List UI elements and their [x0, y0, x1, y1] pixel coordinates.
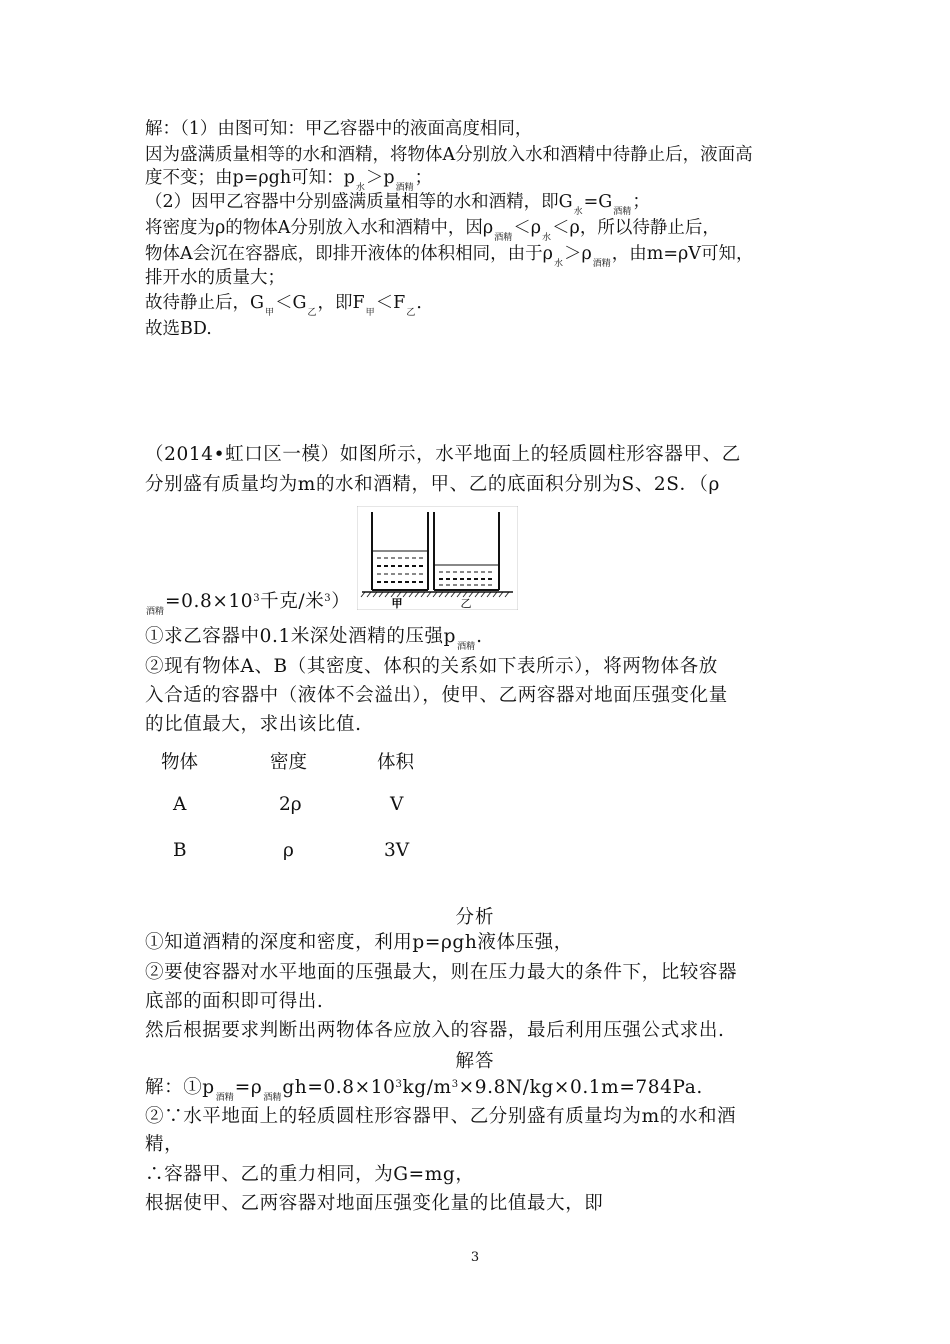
solution-line-6: 物体A会沉在容器底，即排开液体的体积相同，由于$\rho_水>\rho_{酒精}$，由m=ρV可知，: [145, 244, 754, 269]
containers-figure: [357, 506, 518, 610]
answer-line-3: 精，: [145, 1134, 184, 1155]
question-2-line-3: 的比值最大，求出该比值.: [145, 714, 362, 735]
table-cell: ρ: [283, 840, 294, 861]
solution-line-1: 解：（1）由图可知：甲乙容器中的液面高度相同，: [145, 119, 533, 139]
solution-line-9: 故选BD.: [145, 319, 212, 339]
question-2-line-1: ②现有物体A、B（其密度、体积的关系如下表所示），将两物体各放: [145, 656, 718, 677]
solution-line-2: 因为盛满质量相等的水和酒精，将物体A分别放入水和酒精中待静止后，液面高: [145, 145, 753, 165]
solution-line-3: 度不变；由p=ρgh可知：$p_水>p_{酒精}$；: [145, 168, 433, 193]
answer-line-5: 根据使甲、乙两容器对地面压强变化量的比值最大，即: [145, 1193, 604, 1214]
answer-title: 解答: [455, 1051, 495, 1072]
problem-line-3: $_{酒精}=0.8\times 10^3$千克/米$^3$）: [146, 591, 351, 617]
solution-line-7: 排开水的质量大；: [145, 268, 285, 288]
analysis-line-2: ②要使容器对水平地面的压强最大，则在压力最大的条件下，比较容器: [145, 962, 738, 983]
table-cell: V: [390, 794, 404, 815]
analysis-title: 分析: [455, 907, 495, 928]
figure-label-jia: 甲: [391, 597, 403, 610]
solution-line-8: 故待静止后，$G_甲<G_乙$，即$F_甲<F_乙$．: [145, 293, 434, 318]
answer-line-2: ②∵水平地面上的轻质圆柱形容器甲、乙分别盛有质量均为m的水和酒: [145, 1106, 737, 1127]
solution-line-4: （2）因甲乙容器中分别盛满质量相等的水和酒精，即$G_水=G_{酒精}$；: [145, 192, 650, 217]
page-number: 3: [470, 1250, 480, 1265]
analysis-line-3: 底部的面积即可得出.: [145, 991, 324, 1012]
figure-label-yi: 乙: [460, 597, 472, 610]
table-header-object: 物体: [161, 752, 199, 773]
problem-line-1: （2014•虹口区一模）如图所示，水平地面上的轻质圆柱形容器甲、乙: [145, 444, 741, 465]
solution-line-5: 将密度为ρ的物体A分别放入水和酒精中，因$\rho_{酒精}<\rho_水<\rho$，所以待静止后，: [145, 218, 720, 243]
answer-line-4: ∴容器甲、乙的重力相同，为G=mg，: [145, 1164, 475, 1185]
answer-line-1: 解：$①p_{酒精}=\rho_{酒精}gh=0.8\times 10^3kg/m^3\times 9.8N/kg\times 0.1m=784Pa$.: [145, 1077, 703, 1103]
table-header-density: 密度: [270, 752, 308, 773]
problem-line-2: 分别盛有质量均为m的水和酒精，甲、乙的底面积分别为S、2S．（ρ: [145, 474, 720, 495]
analysis-line-1: ①知道酒精的深度和密度，利用p=ρgh液体压强，: [145, 932, 573, 953]
question-1: ①求乙容器中0.1米深处酒精的压强$p_{酒精}$.: [145, 626, 483, 652]
analysis-line-4: 然后根据要求判断出两物体各应放入的容器，最后利用压强公式求出.: [145, 1020, 725, 1041]
table-cell: 3V: [384, 840, 410, 861]
table-cell: A: [173, 794, 187, 815]
table-header-volume: 体积: [377, 752, 415, 773]
question-2-line-2: 入合适的容器中（液体不会溢出），使甲、乙两容器对地面压强变化量: [145, 685, 728, 706]
table-cell: 2ρ: [279, 794, 302, 815]
table-cell: B: [173, 840, 187, 861]
